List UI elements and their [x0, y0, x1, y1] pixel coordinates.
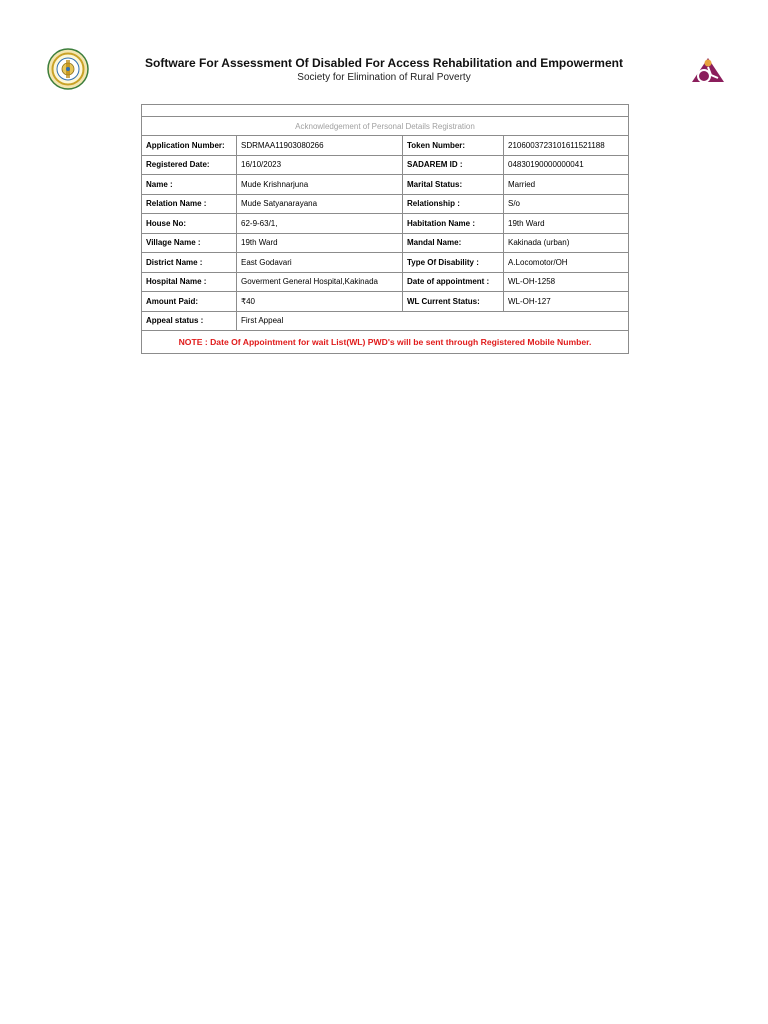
- field-label: Hospital Name :: [142, 272, 237, 292]
- appeal-status-row: [142, 311, 629, 331]
- field-value: WL-OH-127: [504, 292, 629, 312]
- table-row: [142, 155, 629, 175]
- acknowledgement-table: [141, 104, 628, 354]
- page-title: Software For Assessment Of Disabled For Access Rehabilitation and Empowerment: [145, 56, 623, 70]
- table-row: [142, 253, 629, 273]
- field-value: ₹40: [237, 292, 403, 312]
- field-value: East Godavari: [237, 253, 403, 273]
- field-value: Mude Satyanarayana: [237, 194, 403, 214]
- table-row: [142, 233, 629, 253]
- appeal-status-label: Appeal status :: [142, 311, 237, 331]
- table-caption-row: [142, 117, 629, 136]
- field-value: S/o: [504, 194, 629, 214]
- field-value: A.Locomotor/OH: [504, 253, 629, 273]
- appeal-status-value: First Appeal: [237, 311, 629, 331]
- field-label: Registered Date:: [142, 155, 237, 175]
- field-value: Kakinada (urban): [504, 233, 629, 253]
- sadarem-logo-icon: [688, 52, 728, 88]
- field-value: Goverment General Hospital,Kakinada: [237, 272, 403, 292]
- field-value: 19th Ward: [237, 233, 403, 253]
- field-label: District Name :: [142, 253, 237, 273]
- field-value: 16/10/2023: [237, 155, 403, 175]
- field-label: Type Of Disability :: [403, 253, 504, 273]
- field-label: Amount Paid:: [142, 292, 237, 312]
- field-label: Relation Name :: [142, 194, 237, 214]
- table-row: [142, 175, 629, 195]
- field-label: Mandal Name:: [403, 233, 504, 253]
- table-caption: Acknowledgement of Personal Details Registration: [142, 117, 629, 136]
- table-row: [142, 292, 629, 312]
- table-top-spacer: [142, 105, 629, 117]
- field-value: 04830190000000041: [504, 155, 629, 175]
- field-value: 62-9-63/1,: [237, 214, 403, 234]
- page-subtitle: Society for Elimination of Rural Poverty: [297, 72, 471, 83]
- table-row: [142, 272, 629, 292]
- field-label: SADAREM ID :: [403, 155, 504, 175]
- appointment-note: NOTE : Date Of Appointment for wait List(WL) PWD's will be sent through Registered Mobile Number.: [142, 331, 629, 354]
- field-value: WL-OH-1258: [504, 272, 629, 292]
- field-value: Married: [504, 175, 629, 195]
- field-label: WL Current Status:: [403, 292, 504, 312]
- field-label: Date of appointment :: [403, 272, 504, 292]
- field-value: 19th Ward: [504, 214, 629, 234]
- field-label: Relationship :: [403, 194, 504, 214]
- field-label: Marital Status:: [403, 175, 504, 195]
- field-value: SDRMAA11903080266: [237, 136, 403, 156]
- field-label: Name :: [142, 175, 237, 195]
- field-label: Village Name :: [142, 233, 237, 253]
- note-row: [142, 331, 629, 354]
- field-label: Habitation Name :: [403, 214, 504, 234]
- page-header: [0, 44, 768, 104]
- field-label: Token Number:: [403, 136, 504, 156]
- table-row: [142, 214, 629, 234]
- field-value: 21060037231016115211​88: [504, 136, 629, 156]
- field-label: Application Number:: [142, 136, 237, 156]
- field-label: House No:: [142, 214, 237, 234]
- table-row: [142, 136, 629, 156]
- table-row: [142, 194, 629, 214]
- field-value: Mude Krishnarjuna: [237, 175, 403, 195]
